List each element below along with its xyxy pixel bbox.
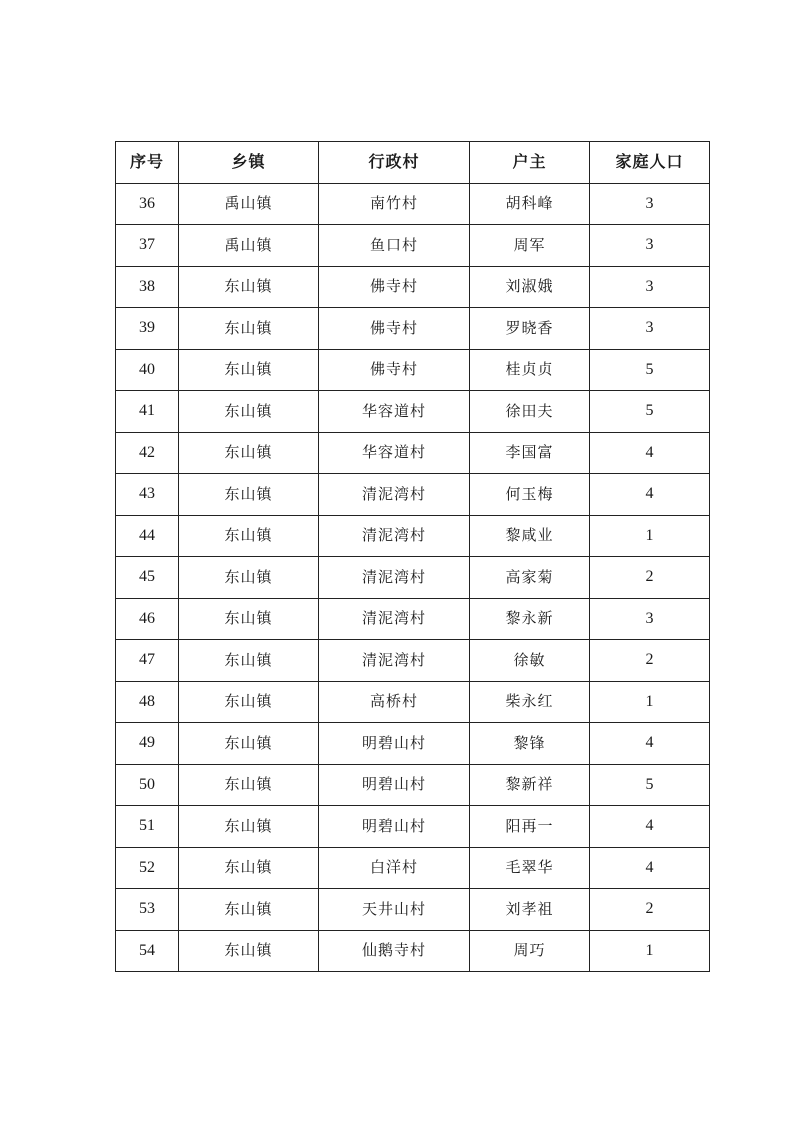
household-head-cell: 柴永红 [470, 681, 590, 723]
household-head-cell: 黎新祥 [470, 764, 590, 806]
serial-number-cell: 54 [116, 930, 179, 972]
header-serial-number: 序号 [116, 142, 179, 184]
village-cell: 明碧山村 [319, 764, 470, 806]
table-row [116, 681, 710, 723]
village-cell: 鱼口村 [319, 225, 470, 267]
serial-number-cell: 53 [116, 889, 179, 931]
family-size-cell: 2 [590, 557, 710, 599]
table-row [116, 723, 710, 765]
village-cell: 天井山村 [319, 889, 470, 931]
serial-number-cell: 41 [116, 391, 179, 433]
village-cell: 佛寺村 [319, 266, 470, 308]
village-cell: 华容道村 [319, 432, 470, 474]
household-head-cell: 黎永新 [470, 598, 590, 640]
serial-number-cell: 45 [116, 557, 179, 599]
household-head-cell: 何玉梅 [470, 474, 590, 516]
table-row [116, 889, 710, 931]
serial-number-cell: 40 [116, 349, 179, 391]
township-cell: 东山镇 [179, 349, 319, 391]
header-household-head: 户主 [470, 142, 590, 184]
header-township: 乡镇 [179, 142, 319, 184]
table-row [116, 183, 710, 225]
household-head-cell: 刘淑娥 [470, 266, 590, 308]
household-head-cell: 黎咸业 [470, 515, 590, 557]
serial-number-cell: 44 [116, 515, 179, 557]
village-cell: 清泥湾村 [319, 640, 470, 682]
household-head-cell: 徐田夫 [470, 391, 590, 433]
family-size-cell: 4 [590, 847, 710, 889]
household-head-cell: 徐敏 [470, 640, 590, 682]
table-row [116, 432, 710, 474]
family-size-cell: 1 [590, 681, 710, 723]
family-size-cell: 3 [590, 183, 710, 225]
header-village: 行政村 [319, 142, 470, 184]
village-cell: 白洋村 [319, 847, 470, 889]
township-cell: 东山镇 [179, 847, 319, 889]
serial-number-cell: 37 [116, 225, 179, 267]
serial-number-cell: 50 [116, 764, 179, 806]
township-cell: 东山镇 [179, 806, 319, 848]
family-size-cell: 5 [590, 349, 710, 391]
table-header-row [116, 142, 710, 184]
family-size-cell: 4 [590, 806, 710, 848]
table-row [116, 930, 710, 972]
serial-number-cell: 48 [116, 681, 179, 723]
table-row [116, 349, 710, 391]
household-head-cell: 阳再一 [470, 806, 590, 848]
household-head-cell: 罗晓香 [470, 308, 590, 350]
township-cell: 东山镇 [179, 681, 319, 723]
household-head-cell: 胡科峰 [470, 183, 590, 225]
township-cell: 东山镇 [179, 266, 319, 308]
family-size-cell: 1 [590, 515, 710, 557]
family-size-cell: 4 [590, 474, 710, 516]
table-row [116, 308, 710, 350]
table-row [116, 598, 710, 640]
township-cell: 东山镇 [179, 930, 319, 972]
table-row [116, 515, 710, 557]
township-cell: 东山镇 [179, 764, 319, 806]
serial-number-cell: 51 [116, 806, 179, 848]
township-cell: 东山镇 [179, 391, 319, 433]
serial-number-cell: 49 [116, 723, 179, 765]
village-cell: 明碧山村 [319, 723, 470, 765]
table-row [116, 225, 710, 267]
family-size-cell: 5 [590, 391, 710, 433]
family-size-cell: 1 [590, 930, 710, 972]
family-size-cell: 4 [590, 723, 710, 765]
serial-number-cell: 43 [116, 474, 179, 516]
family-size-cell: 4 [590, 432, 710, 474]
township-cell: 东山镇 [179, 432, 319, 474]
serial-number-cell: 47 [116, 640, 179, 682]
village-cell: 南竹村 [319, 183, 470, 225]
household-head-cell: 桂贞贞 [470, 349, 590, 391]
family-size-cell: 3 [590, 598, 710, 640]
township-cell: 东山镇 [179, 723, 319, 765]
township-cell: 东山镇 [179, 515, 319, 557]
header-family-size: 家庭人口 [590, 142, 710, 184]
table-row [116, 266, 710, 308]
table-row [116, 764, 710, 806]
table-row [116, 557, 710, 599]
table-row [116, 391, 710, 433]
township-cell: 东山镇 [179, 889, 319, 931]
table-row [116, 806, 710, 848]
township-cell: 东山镇 [179, 557, 319, 599]
family-size-cell: 5 [590, 764, 710, 806]
village-cell: 仙鹅寺村 [319, 930, 470, 972]
household-table [115, 141, 710, 972]
table-row [116, 640, 710, 682]
village-cell: 清泥湾村 [319, 515, 470, 557]
serial-number-cell: 52 [116, 847, 179, 889]
serial-number-cell: 42 [116, 432, 179, 474]
table-body [116, 183, 710, 972]
township-cell: 东山镇 [179, 308, 319, 350]
village-cell: 高桥村 [319, 681, 470, 723]
village-cell: 清泥湾村 [319, 598, 470, 640]
township-cell: 禹山镇 [179, 183, 319, 225]
family-size-cell: 3 [590, 225, 710, 267]
household-head-cell: 高家菊 [470, 557, 590, 599]
village-cell: 清泥湾村 [319, 474, 470, 516]
table-row [116, 847, 710, 889]
serial-number-cell: 38 [116, 266, 179, 308]
household-head-cell: 毛翠华 [470, 847, 590, 889]
village-cell: 佛寺村 [319, 308, 470, 350]
township-cell: 东山镇 [179, 598, 319, 640]
family-size-cell: 2 [590, 640, 710, 682]
family-size-cell: 3 [590, 266, 710, 308]
village-cell: 佛寺村 [319, 349, 470, 391]
village-cell: 清泥湾村 [319, 557, 470, 599]
serial-number-cell: 36 [116, 183, 179, 225]
family-size-cell: 2 [590, 889, 710, 931]
table-row [116, 474, 710, 516]
household-head-cell: 黎锋 [470, 723, 590, 765]
household-head-cell: 刘孝祖 [470, 889, 590, 931]
household-head-cell: 周巧 [470, 930, 590, 972]
township-cell: 禹山镇 [179, 225, 319, 267]
township-cell: 东山镇 [179, 640, 319, 682]
household-head-cell: 周军 [470, 225, 590, 267]
village-cell: 明碧山村 [319, 806, 470, 848]
serial-number-cell: 46 [116, 598, 179, 640]
family-size-cell: 3 [590, 308, 710, 350]
village-cell: 华容道村 [319, 391, 470, 433]
household-head-cell: 李国富 [470, 432, 590, 474]
serial-number-cell: 39 [116, 308, 179, 350]
township-cell: 东山镇 [179, 474, 319, 516]
